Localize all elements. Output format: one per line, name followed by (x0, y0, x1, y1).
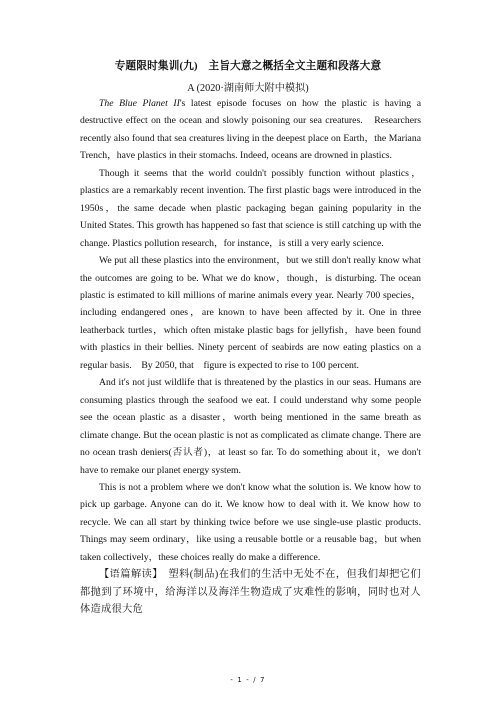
paragraph-1 (80, 95, 421, 165)
paragraph-3: We put all these plastics into the environment，but we still don't really know what the outcomes are going to be. What we do know，though，is disturbing. The ocean plastic is estimated to kill millions of marine animals every year. Nearly 700 species，including endangered ones，are known to have been affected by it. One in three leatherback turtles，which often mistake plastic bags for jellyfish，have been found with plastics in their bellies. Ninety percent of seabirds are now eating plastics on a regular basis. By 2050, that figure is expected to rise to 100 percent. (80, 255, 421, 371)
paragraph-4: And it's not just wildlife that is threatened by the plastics in our seas. Humans are consuming plastics through the seafood we eat. I could understand why some people see the ocean plastic as a disaster，worth being mentioned in the same breath as climate change. But the ocean plastic is not as complicated as climate change. There are no ocean trash deniers(否认者)，at least so far. To do something about it，we don't have to remake our planet energy system. (80, 377, 421, 476)
page-number: - 1 - / 7 (230, 676, 266, 684)
passage-source: A (2020·湖南师大附中模拟) (187, 83, 309, 94)
discourse-analysis: 【语篇解读】 塑料(制品)在我们的生活中无处不在，但我们却把它们都抛到了环境中，给海洋以及海洋生物造成了灾难性的影响，同时也对人体造成很大危 (80, 569, 421, 616)
paragraph-5: This is not a problem where we don't know what the solution is. We know how to pick up garbage. Anyone can do it. We know how to deal with it. We know how to recycle. We can all start by thinking twice before we use single-use plastic products. Things may seem ordinary，like using a reusable bottle or a reusable bag，but when taken collectively，these choices really do make a difference. (80, 481, 421, 563)
article-body (80, 95, 421, 619)
paragraph-2: Though it seems that the world couldn't possibly function without plastics，plastics are a remarkably recent invention. The first plastic bags were introduced in the 1950s，the same decade when plastic packaging began gaining popularity in the United States. This growth has happened so fast that science is still catching up with the change. Plastics pollution research，for instance，is still a very early science. (80, 167, 421, 249)
paragraph-1-text: 's latest episode focuses on how the plastic is having a destructive effect on the ocean and slowly poisoning our sea creatures. Researchers recently also found that sea creatures living in the deepest place on Earth，the Mariana Trench，have plastics in their stomachs. Indeed, oceans are drowned in plastics. (80, 98, 421, 162)
show-title: The Blue Planet II (99, 98, 180, 109)
page-title: 专题限时集训(九) 主旨大意之概括全文主题和段落大意 (114, 61, 382, 72)
